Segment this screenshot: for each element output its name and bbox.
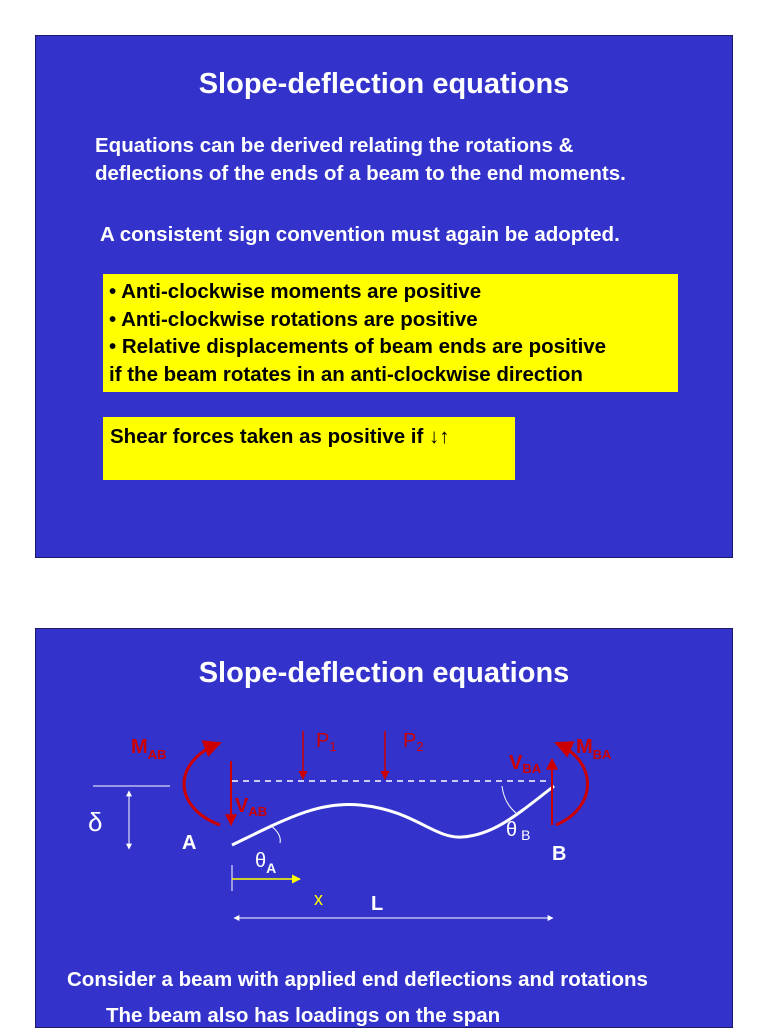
convention-item: • Relative displacements of beam ends are positive: [109, 335, 607, 358]
theta-b-label: θ $_B$: [506, 819, 531, 843]
slide-2: [35, 628, 733, 1028]
intro-line-2: deflections of the ends of a beam to the end moments.: [95, 162, 626, 185]
moment-ba-label: $M_{BA}$: [576, 736, 612, 762]
x-axis-label: x: [314, 889, 323, 909]
beam-diagram: [36, 629, 733, 929]
theta-a-label: $\theta_A$: [255, 850, 277, 876]
shear-ab-label: $V_{AB}$: [235, 795, 268, 819]
length-label: L: [371, 893, 384, 915]
caption-line-1: Consider a beam with applied end deflections and rotations: [67, 968, 648, 991]
moment-ab-arc: [184, 743, 220, 825]
intro-paragraph: [95, 132, 626, 188]
intro-line-1: Equations can be derived relating the rotations &: [95, 134, 574, 157]
node-a-label: A: [182, 832, 197, 854]
slide-2-title: Slope-deflection equations: [198, 657, 570, 689]
conventions-box: [103, 274, 678, 392]
moment-ab-label: $M_{AB}$: [131, 736, 167, 762]
load-p1-label: $P_1$: [316, 730, 337, 754]
delta-label: δ: [88, 807, 103, 837]
shear-convention-text: Shear forces taken as positive if ↓↑: [110, 425, 450, 448]
sign-convention-text: A consistent sign convention must again be adopted.: [100, 223, 620, 246]
caption-line-2: The beam also has loadings on the span: [106, 1004, 501, 1027]
shear-ba-label: $V_{BA}$: [509, 752, 542, 776]
convention-item: if the beam rotates in an anti-clockwise direction: [109, 362, 583, 386]
load-p2-label: $P_2$: [403, 730, 424, 754]
shear-box: [103, 417, 515, 480]
node-b-label: B: [552, 843, 567, 865]
convention-item: • Anti-clockwise rotations are positive: [109, 307, 478, 331]
slide-1: [35, 35, 733, 558]
theta-b-arc: [502, 786, 516, 813]
convention-item: • Anti-clockwise moments are positive: [109, 280, 482, 303]
slide-1-title: Slope-deflection equations: [198, 68, 570, 100]
